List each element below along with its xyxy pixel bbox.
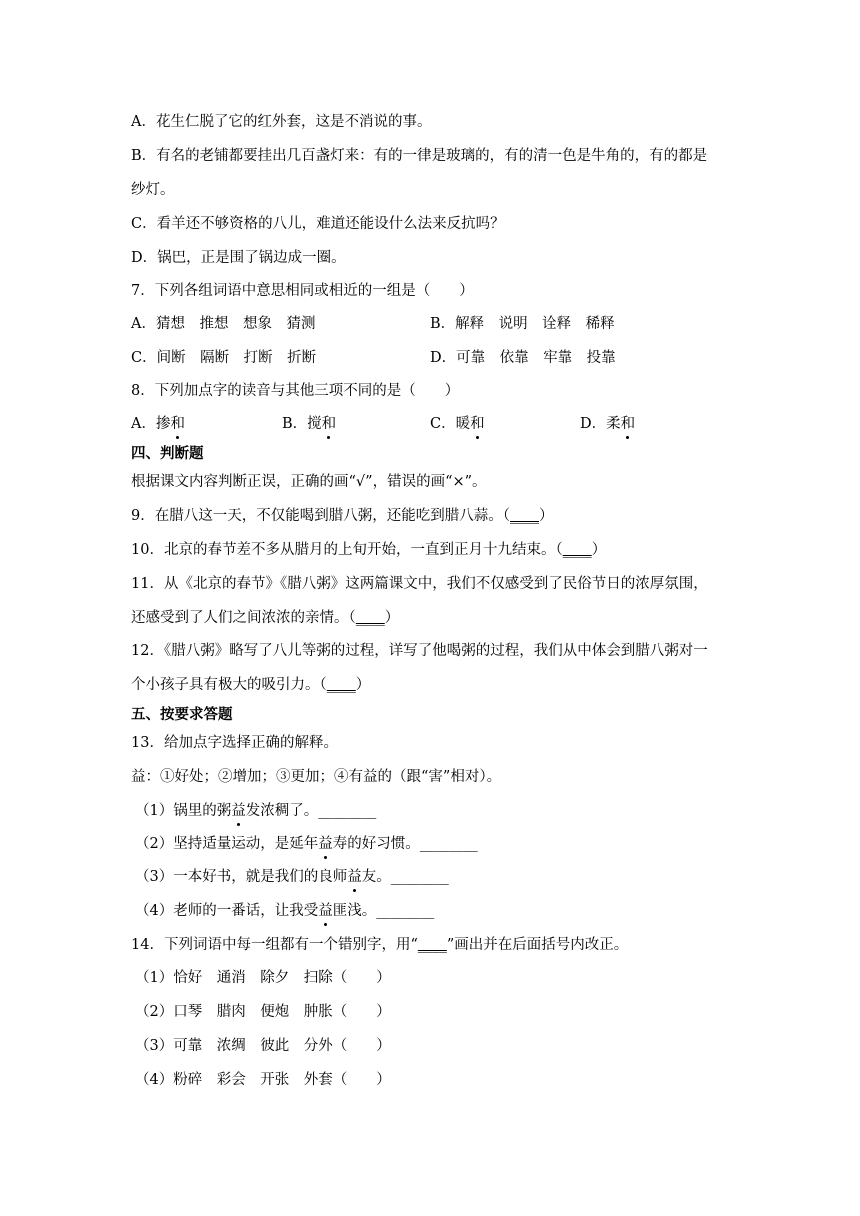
emphasis-dot-char: 益 <box>231 803 246 819</box>
q6-option-c: C．看羊还不够资格的八儿，难道还能设什么法来反抗吗？ <box>131 216 505 232</box>
q14-row-4: （4）粉碎 彩会 开张 外套（ ） <box>135 1072 391 1088</box>
emphasis-dot-char: 益 <box>318 903 333 919</box>
q7-stem: 7．下列各组词语中意思相同或相近的一组是（ ） <box>131 283 474 299</box>
q7-option-d: D．可靠 依靠 牢靠 投靠 <box>430 350 616 366</box>
q6-option-d: D．锅巴，正是围了锅边成一圈。 <box>131 250 346 266</box>
q7-option-a: A．猜想 推想 想象 猜测 <box>131 316 316 332</box>
emphasis-dot-char: 和 <box>170 416 185 432</box>
q6-option-b-line1: B．有名的老铺都要挂出几百盏灯来：有的一律是玻璃的，有的清一色是牛角的，有的都是 <box>131 148 708 164</box>
q8-option-a: A．掺和 <box>131 416 185 432</box>
q14-row-1: （1）恰好 通消 除夕 扫除（ ） <box>135 970 391 986</box>
q8-option-b: B．搅和 <box>282 416 337 432</box>
section-5-title: 五、按要求答题 <box>131 707 233 723</box>
q6-option-b-line2: 纱灯。 <box>131 182 175 198</box>
section-4-instruction: 根据课文内容判断正误，正确的画“√”，错误的画“×”。 <box>131 474 487 490</box>
q9: 9．在腊八这一天，不仅能喝到腊八粥，还能吃到腊八蒜。（____） <box>131 508 554 524</box>
q11-line1: 11．从《北京的春节》《腊八粥》这两篇课文中，我们不仅感受到了民俗节日的浓厚氛围， <box>131 576 708 592</box>
q8-option-c: C．暖和 <box>430 416 485 432</box>
emphasis-dot-char: 益 <box>318 836 333 852</box>
emphasis-dot-char: 和 <box>470 416 485 432</box>
q6-option-a: A．花生仁脱了它的红外套，这是不消说的事。 <box>131 114 432 130</box>
q13-item-4: （4）老师的一番话，让我受益匪浅。________ <box>135 903 435 919</box>
q14-row-3: （3）可靠 浓绸 彼此 分外（ ） <box>135 1038 391 1054</box>
q13-item-1: （1）锅里的粥益发浓稠了。________ <box>135 803 377 819</box>
q14-stem: 14．下列词语中每一组都有一个错别字，用“____”画出并在后面括号内改正。 <box>131 937 629 953</box>
q12-line1: 12．《腊八粥》略写了八儿等粥的过程，详写了他喝粥的过程，我们从中体会到腊八粥对一 <box>131 643 708 659</box>
q13-item-2: （2）坚持适量运动，是延年益寿的好习惯。________ <box>135 836 478 852</box>
q13-stem: 13．给加点字选择正确的解释。 <box>131 735 338 751</box>
q8-stem: 8．下列加点字的读音与其他三项不同的是（ ） <box>131 383 460 399</box>
q11-line2: 还感受到了人们之间浓浓的亲情。（____） <box>131 610 400 626</box>
emphasis-dot-char: 益 <box>347 869 362 885</box>
emphasis-dot-char: 和 <box>321 416 337 432</box>
q13-definition: 益：①好处；②增加；③更加；④有益的（跟“害”相对）。 <box>131 769 502 785</box>
q10: 10．北京的春节差不多从腊月的上旬开始，一直到正月十九结束。（____） <box>131 542 607 558</box>
emphasis-dot-char: 和 <box>620 416 636 432</box>
q14-row-2: （2）口琴 腊肉 便炮 肿胀（ ） <box>135 1004 391 1020</box>
q8-option-d: D．柔和 <box>580 416 636 432</box>
section-4-title: 四、判断题 <box>131 446 204 462</box>
q7-option-c: C．间断 隔断 打断 折断 <box>131 350 317 366</box>
q7-option-b: B．解释 说明 诠释 稀释 <box>430 316 615 332</box>
q12-line2: 个小孩子具有极大的吸引力。（____） <box>131 677 371 693</box>
q13-item-3: （3）一本好书，就是我们的良师益友。________ <box>135 869 449 885</box>
